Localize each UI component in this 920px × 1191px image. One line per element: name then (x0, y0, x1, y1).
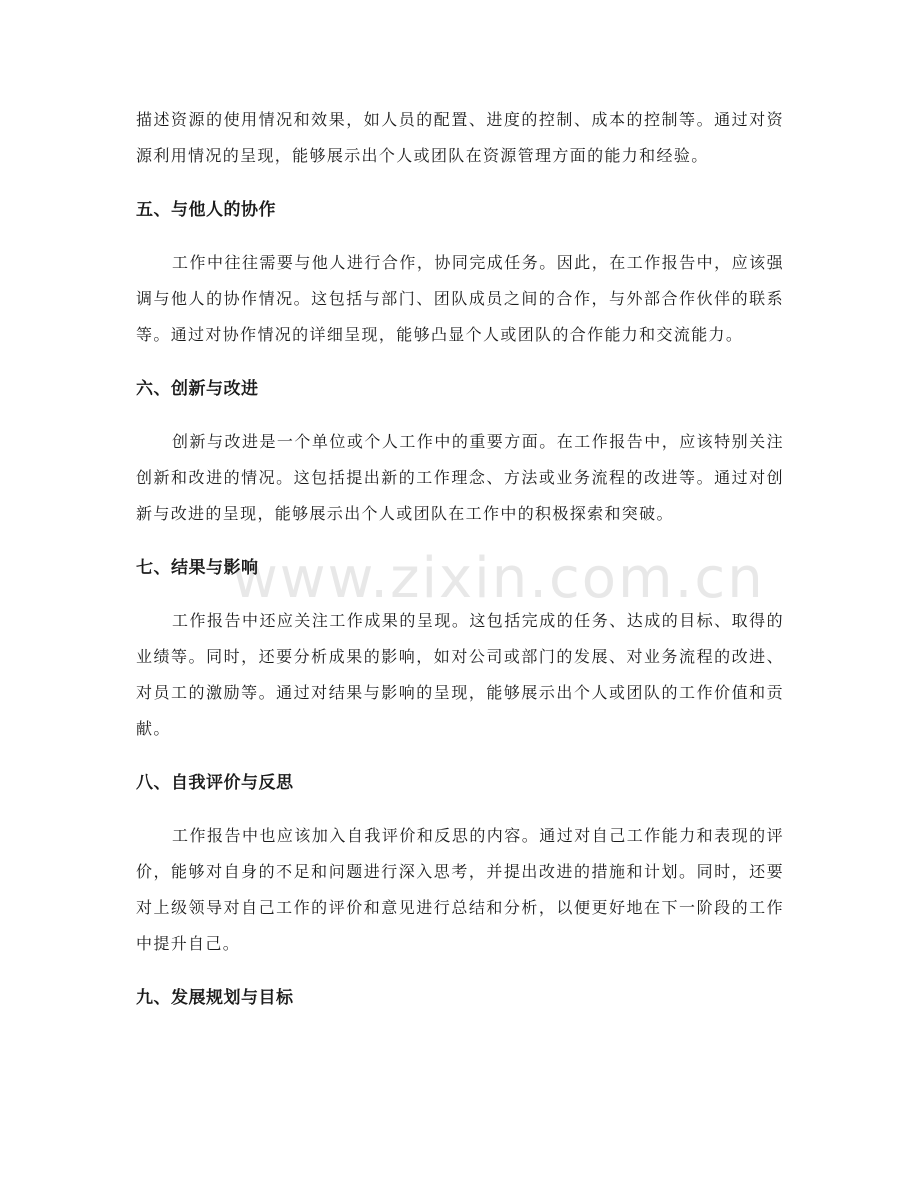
section-heading-development-plan: 九、发展规划与目标 (136, 988, 294, 1008)
section-heading-self-evaluation: 八、自我评价与反思 (136, 773, 294, 793)
paragraph-collaboration: 工作中往往需要与他人进行合作，协同完成任务。因此，在工作报告中，应该强调与他人的协作情况。这包括与部门、团队成员之间的合作，与外部合作伙伴的联系等。通过对协作情况的详细呈现，能够凸显个人或团队的合作能力和交流能力。 (136, 253, 784, 344)
paragraph-results: 工作报告中还应关注工作成果的呈现。这包括完成的任务、达成的目标、取得的业绩等。同时，还要分析成果的影响，如对公司或部门的发展、对业务流程的改进、对员工的激励等。通过对结果与影响的呈现，能够展示出个人或团队的工作价值和贡献。 (136, 611, 784, 738)
section-heading-innovation: 六、创新与改进 (136, 379, 259, 399)
paragraph-innovation: 创新与改进是一个单位或个人工作中的重要方面。在工作报告中，应该特别关注创新和改进的情况。这包括提出新的工作理念、方法或业务流程的改进等。通过对创新与改进的呈现，能够展示出个人或团队在工作中的积极探索和突破。 (136, 432, 784, 523)
section-heading-results: 七、结果与影响 (136, 558, 259, 578)
paragraph-self-evaluation: 工作报告中也应该加入自我评价和反思的内容。通过对自己工作能力和表现的评价，能够对自身的不足和问题进行深入思考，并提出改进的措施和计划。同时，还要对上级领导对自己工作的评价和意见进行总结和分析，以便更好地在下一阶段的工作中提升自己。 (136, 826, 784, 953)
document-body (136, 102, 784, 1016)
paragraph-resource-usage: 描述资源的使用情况和效果，如人员的配置、进度的控制、成本的控制等。通过对资源利用情况的呈现，能够展示出个人或团队在资源管理方面的能力和经验。 (136, 110, 784, 165)
watermark: www.zixin.com.cn (232, 546, 765, 611)
section-heading-collaboration: 五、与他人的协作 (136, 200, 276, 220)
